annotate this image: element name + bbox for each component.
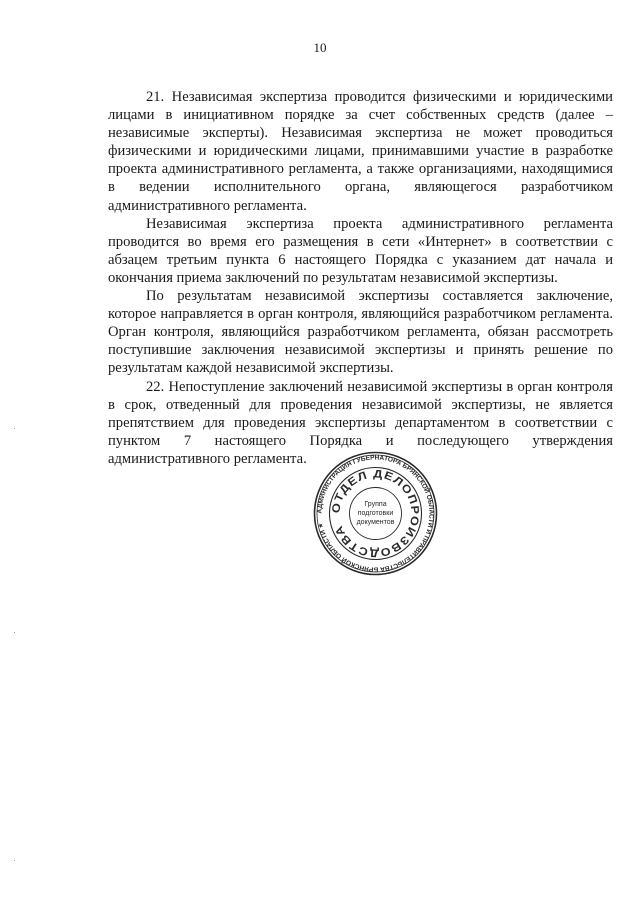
document-body — [108, 88, 613, 468]
scan-artifact — [14, 632, 15, 633]
paragraph-22: 22. Непоступление заключений независимой экспертизы в орган контроля в срок, отведенный для проведения независимой экспертизы, не является препятствием для проведения экспертизы департаментом в соответствии с пунктом 7 настоящего Порядка и последующего утверждения административного регламента. — [108, 378, 613, 467]
seal-graphic — [313, 451, 438, 576]
paragraph-expertise-results: По результатам независимой экспертизы составляется заключение, которое направляется в орган контроля, являющийся разработчиком регламента. Орган контроля, являющийся разработчиком регламента, обязан рассмотреть поступившие заключения независимой экспертизы и принять решение по результатам каждой независимой экспертизы. — [108, 288, 613, 377]
paragraph-21: 21. Независимая экспертиза проводится физическими и юридическими лицами в инициативном порядке за счет собственных средств (далее – независимые эксперты). Независимая экспертиза не может проводиться физическими и юридическими лицами, принимавшими участие в разработке проекта административного регламента, а также организациями, находящимися в ведении исполнительного органа, являющегося разработчиком административного регламента. — [108, 89, 613, 214]
seal-inner-text: ОТДЕЛ ДЕЛОПРОИЗВОДСТВА — [330, 468, 421, 559]
seal-center-line-1: Группа — [364, 501, 387, 508]
scan-artifact — [14, 428, 15, 429]
seal-center-line-2: подготовки — [357, 510, 394, 517]
seal-outer-text: АДМИНИСТРАЦИЯ ГУБЕРНАТОРА БРЯНСКОЙ ОБЛАСТИ И ПРАВИТЕЛЬСТВА БРЯНСКОЙ ОБЛАСТИ ★ — [316, 454, 435, 573]
paragraph-independent-expertise-timing: Независимая экспертиза проекта административного регламента проводится во время его размещения в сети «Интернет» в соответствии с абзацем третьим пункта 6 настоящего Порядка с указанием дат начала и окончания приема заключений по результатам независимой экспертизы. — [108, 215, 613, 286]
page-number: 10 — [313, 40, 327, 55]
official-seal-stamp — [313, 451, 438, 576]
scan-artifact — [14, 860, 15, 861]
seal-center-line-3: документов — [356, 519, 395, 526]
